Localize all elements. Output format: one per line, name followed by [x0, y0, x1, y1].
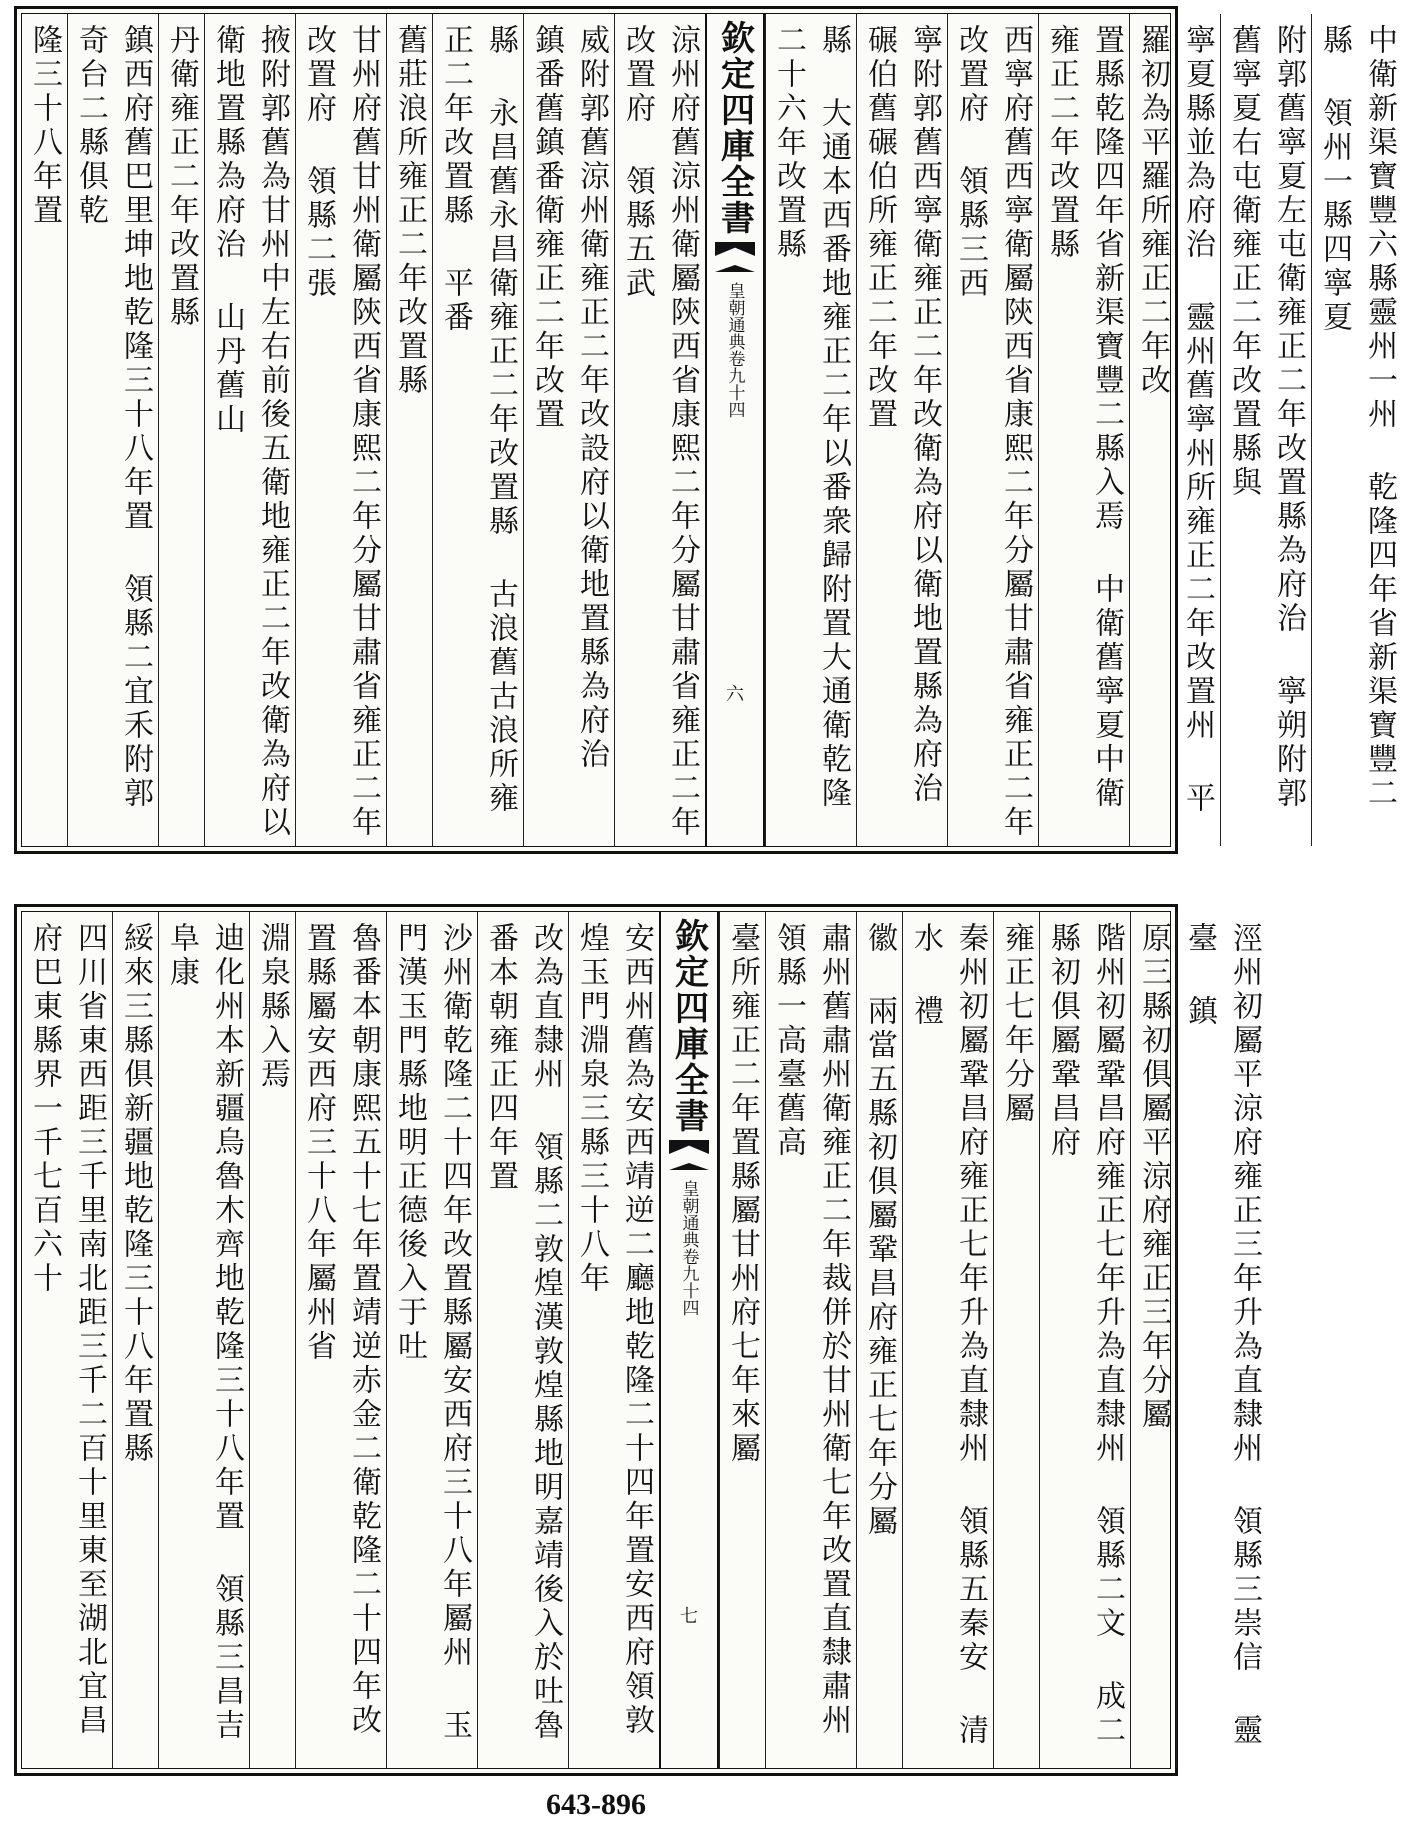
text-column	[993, 912, 1039, 1768]
column-text: 甘州府舊甘州衛屬陝西省康熙二年分屬甘肅省雍正二年改置府 領縣二張	[301, 24, 381, 840]
book-title: 欽定四庫全書	[668, 918, 709, 1134]
column-text: 迪化州本新疆烏魯木齊地乾隆三十八年置 領縣三昌吉 阜康	[164, 922, 244, 1743]
text-column	[386, 912, 477, 1768]
text-column	[523, 14, 614, 846]
center-fold	[705, 14, 765, 846]
text-column	[158, 912, 249, 1768]
column-text: 掖附郭舊為甘州中左右前後五衛地雍正二年改衛為府以衛地置縣為府治 山丹舊山	[210, 24, 290, 840]
text-column	[856, 14, 947, 846]
column-text: 肅州舊肅州衛雍正二年裁併於甘州衛七年改置直隸肅州 領縣一高臺舊高	[771, 922, 851, 1738]
text-column	[1176, 912, 1267, 1768]
text-column	[249, 912, 295, 1768]
column-text: 中衛新渠寶豐六縣靈州一州 乾隆四年省新渠寶豐二縣 領州一縣四寧夏	[1317, 24, 1397, 811]
text-column	[1038, 14, 1129, 846]
column-text: 涼州府舊涼州衛屬陝西省康熙二年分屬甘肅省雍正二年改置府 領縣五武	[620, 24, 700, 840]
top-page	[14, 6, 1397, 854]
top-page-frame	[21, 13, 1397, 847]
column-text: 階州初屬鞏昌府雍正七年升為直隸州 領縣二文 成二縣初俱屬鞏昌府	[1045, 922, 1125, 1748]
page-number: 643-896	[546, 1788, 646, 1821]
text-column	[158, 14, 204, 846]
text-column	[295, 14, 386, 846]
column-text: 沙州衛乾隆二十四年改置縣屬安西府三十八年屬州 玉門漢玉門縣地明正德後入于吐	[392, 922, 472, 1743]
column-text: 淵泉縣入焉	[255, 922, 290, 1092]
text-column	[477, 912, 568, 1768]
column-text: 西寧府舊西寧衛屬陝西省康熙二年分屬甘肅省雍正二年改置府 領縣三西	[953, 24, 1033, 840]
folio-number: 六	[726, 684, 744, 705]
column-text: 縣 永昌舊永昌衛雍正二年改置縣 古浪舊古浪所雍正二年改置縣 平番	[438, 24, 518, 816]
column-text: 鎮西府舊巴里坤地乾隆三十八年置 領縣二宜禾附郭 奇台二縣俱乾	[73, 24, 153, 811]
column-text: 置縣乾隆四年省新渠寶豐二縣入焉 中衛舊寧夏中衛雍正二年改置縣	[1044, 24, 1124, 811]
text-column	[386, 14, 432, 846]
bottom-page	[14, 904, 1262, 1776]
column-text: 臺所雍正二年置縣屬甘州府七年來屬	[725, 922, 760, 1466]
column-text: 雍正七年分屬	[999, 922, 1034, 1126]
text-column	[1129, 14, 1220, 846]
column-text: 改為直隸州 領縣二敦煌漢敦煌縣地明嘉靖後入於吐魯番本朝雍正四年置	[483, 922, 563, 1743]
column-text: 寧附郭舊西寧衛雍正二年改衛為府以衛地置縣為府治 碾伯舊碾伯所雍正二年改置	[862, 24, 942, 806]
column-text: 涇州初屬平涼府雍正三年升為直隸州 領縣三崇信 靈臺 鎮	[1182, 922, 1262, 1748]
text-column	[1311, 14, 1402, 846]
bottom-page-frame	[21, 911, 1262, 1769]
text-column	[568, 912, 659, 1768]
text-column	[765, 912, 856, 1768]
folio-number: 七	[680, 1606, 698, 1627]
text-column	[204, 14, 295, 846]
column-text: 綏來三縣俱新疆地乾隆三十八年置縣	[118, 922, 153, 1466]
column-text: 縣 大通本西番地雍正二年以番衆歸附置大通衛乾隆二十六年改置縣	[771, 24, 851, 811]
text-column	[22, 14, 67, 846]
column-text: 秦州初屬鞏昌府雍正七年升為直隸州 領縣五秦安 清水 禮	[908, 922, 988, 1748]
text-column	[614, 14, 705, 846]
text-column	[67, 14, 158, 846]
column-text: 安西州舊為安西靖逆二廳地乾隆二十四年置安西府領敦煌玉門淵泉三縣三十八年	[574, 922, 654, 1738]
column-text: 徽 兩當五縣初俱屬鞏昌府雍正七年分屬	[862, 922, 897, 1539]
column-text: 舊莊浪所雍正二年改置縣	[392, 24, 427, 398]
fish-tail-ornament	[669, 1140, 709, 1170]
text-column	[902, 912, 993, 1768]
book-title: 欽定四庫全書	[714, 20, 755, 236]
text-column	[947, 14, 1038, 846]
text-column	[432, 14, 523, 846]
column-text: 威附郭舊涼州衛雍正二年改設府以衛地置縣為府治 鎮番舊鎮番衛雍正二年改置	[529, 24, 609, 772]
fish-tail-ornament	[715, 242, 755, 272]
text-column	[295, 912, 386, 1768]
column-text: 丹衛雍正二年改置縣	[164, 24, 199, 330]
text-column	[1220, 14, 1311, 846]
text-column	[719, 912, 765, 1768]
text-column	[1039, 912, 1130, 1768]
column-text: 原三縣初俱屬平涼府雍正三年分屬	[1136, 922, 1171, 1432]
center-fold	[659, 912, 719, 1768]
text-column	[765, 14, 856, 846]
text-column	[22, 912, 112, 1768]
text-column	[112, 912, 158, 1768]
column-text: 寧夏縣並為府治 靈州舊寧州所雍正二年改置州 平羅初為平羅所雍正二年改	[1135, 24, 1215, 816]
column-text: 附郭舊寧夏左屯衛雍正二年改置縣為府治 寧朔附郭舊寧夏右屯衛雍正二年改置縣與	[1226, 24, 1306, 811]
volume-label: 皇朝通典卷九十四	[724, 282, 745, 418]
text-column	[1130, 912, 1176, 1768]
column-text: 魯番本朝康熙五十七年置靖逆赤金二衛乾隆二十四年改置縣屬安西府三十八年屬州省	[301, 922, 381, 1738]
volume-label: 皇朝通典卷九十四	[678, 1180, 699, 1316]
column-text: 四川省東西距三千里南北距三千二百十里東至湖北宜昌府巴東縣界一千七百六十	[27, 922, 107, 1738]
column-text: 隆三十八年置	[27, 24, 62, 228]
text-column	[856, 912, 902, 1768]
